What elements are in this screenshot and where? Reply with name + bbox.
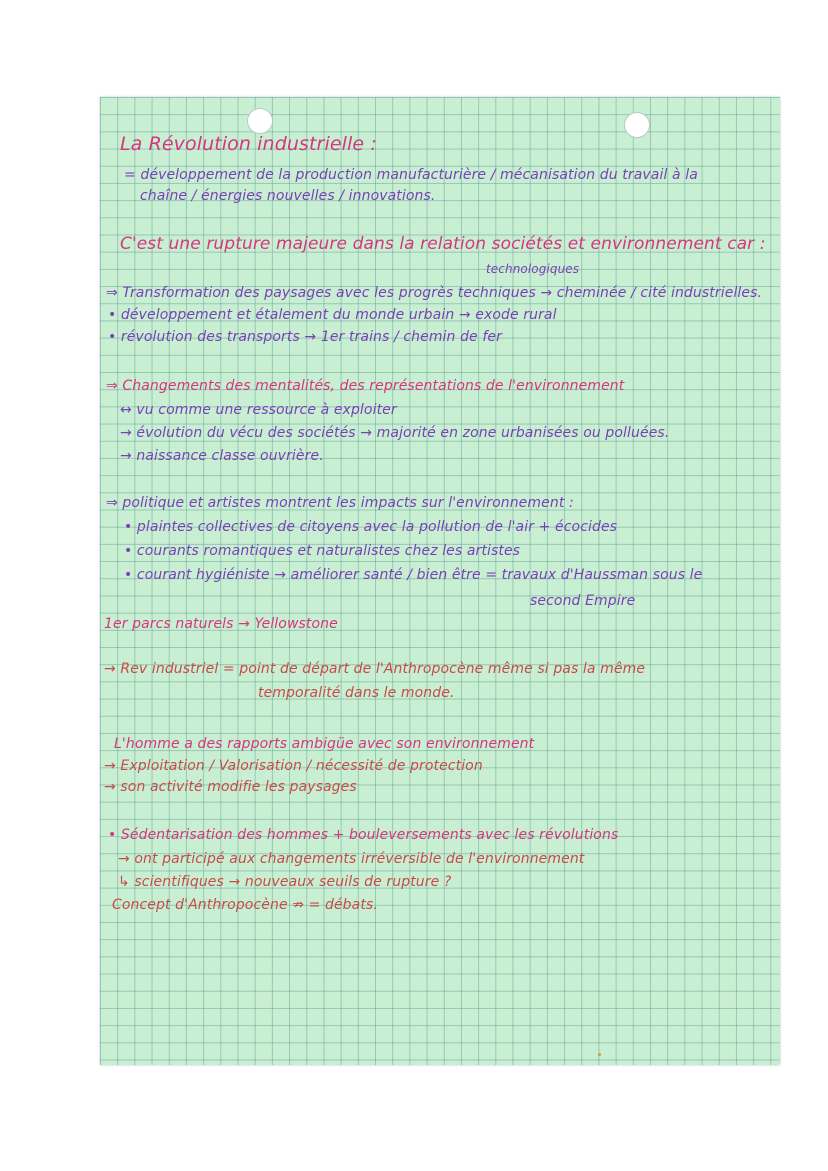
homme-line-2: → son activité modifie les paysages (104, 779, 357, 795)
changements-line-3: → naissance classe ouvrière. (120, 448, 324, 464)
anthropocene-line-2: temporalité dans le monde. (258, 685, 455, 701)
changements-line-1: ↔ vu comme une ressource à exploiter (120, 402, 397, 418)
sedentarisation-line-2: ↳ scientifiques → nouveaux seuils de rupture ? (118, 874, 452, 890)
homme-heading: L'homme a des rapports ambigüe avec son environnement (114, 736, 535, 752)
sedentarisation-line-1: → ont participé aux changements irréversible de l'environnement (118, 851, 585, 867)
punch-hole-right (624, 112, 650, 138)
transformation-line-1: ⇒ Transformation des paysages avec les progrès techniques → cheminée / cité industrielles. (106, 285, 763, 301)
transformation-line-2: • développement et étalement du monde urbain → exode rural (108, 307, 557, 323)
transformation-line-3: • révolution des transports → 1er trains / chemin de fer (108, 329, 502, 345)
second-empire-note: second Empire (530, 593, 636, 609)
definition-line-1: = développement de la production manufacturière / mécanisation du travail à la (124, 167, 698, 183)
anthropocene-line-1: → Rev industriel = point de départ de l'Anthropocène même si pas la même (104, 661, 646, 677)
definition-line-2: chaîne / énergies nouvelles / innovations. (140, 188, 436, 204)
politique-line-1: • plaintes collectives de citoyens avec la pollution de l'air + écocides (124, 519, 618, 535)
politique-line-3: • courant hygiéniste → améliorer santé / bien être = travaux d'Haussman sous le (124, 567, 703, 583)
politique-heading: ⇒ politique et artistes montrent les impacts sur l'environnement : (106, 495, 574, 511)
ink-speck (598, 1053, 601, 1056)
changements-line-2: → évolution du vécu des sociétés → majorité en zone urbanisées ou polluées. (120, 425, 670, 441)
changements-heading: ⇒ Changements des mentalités, des représentations de l'environnement (106, 378, 625, 394)
rupture-heading: C'est une rupture majeure dans la relation sociétés et environnement car : (120, 234, 766, 254)
parcs-naturels: 1er parcs naturels → Yellowstone (104, 616, 338, 632)
punch-hole-left (247, 108, 273, 134)
technologiques-note: technologiques (486, 262, 580, 276)
politique-line-2: • courants romantiques et naturalistes chez les artistes (124, 543, 521, 559)
homme-line-1: → Exploitation / Valorisation / nécessité de protection (104, 758, 483, 774)
page-title: La Révolution industrielle : (120, 133, 377, 155)
sedentarisation-heading: • Sédentarisation des hommes + bouleversements avec les révolutions (108, 827, 619, 843)
sedentarisation-line-3: Concept d'Anthropocène ⇏ = débats. (112, 897, 378, 913)
